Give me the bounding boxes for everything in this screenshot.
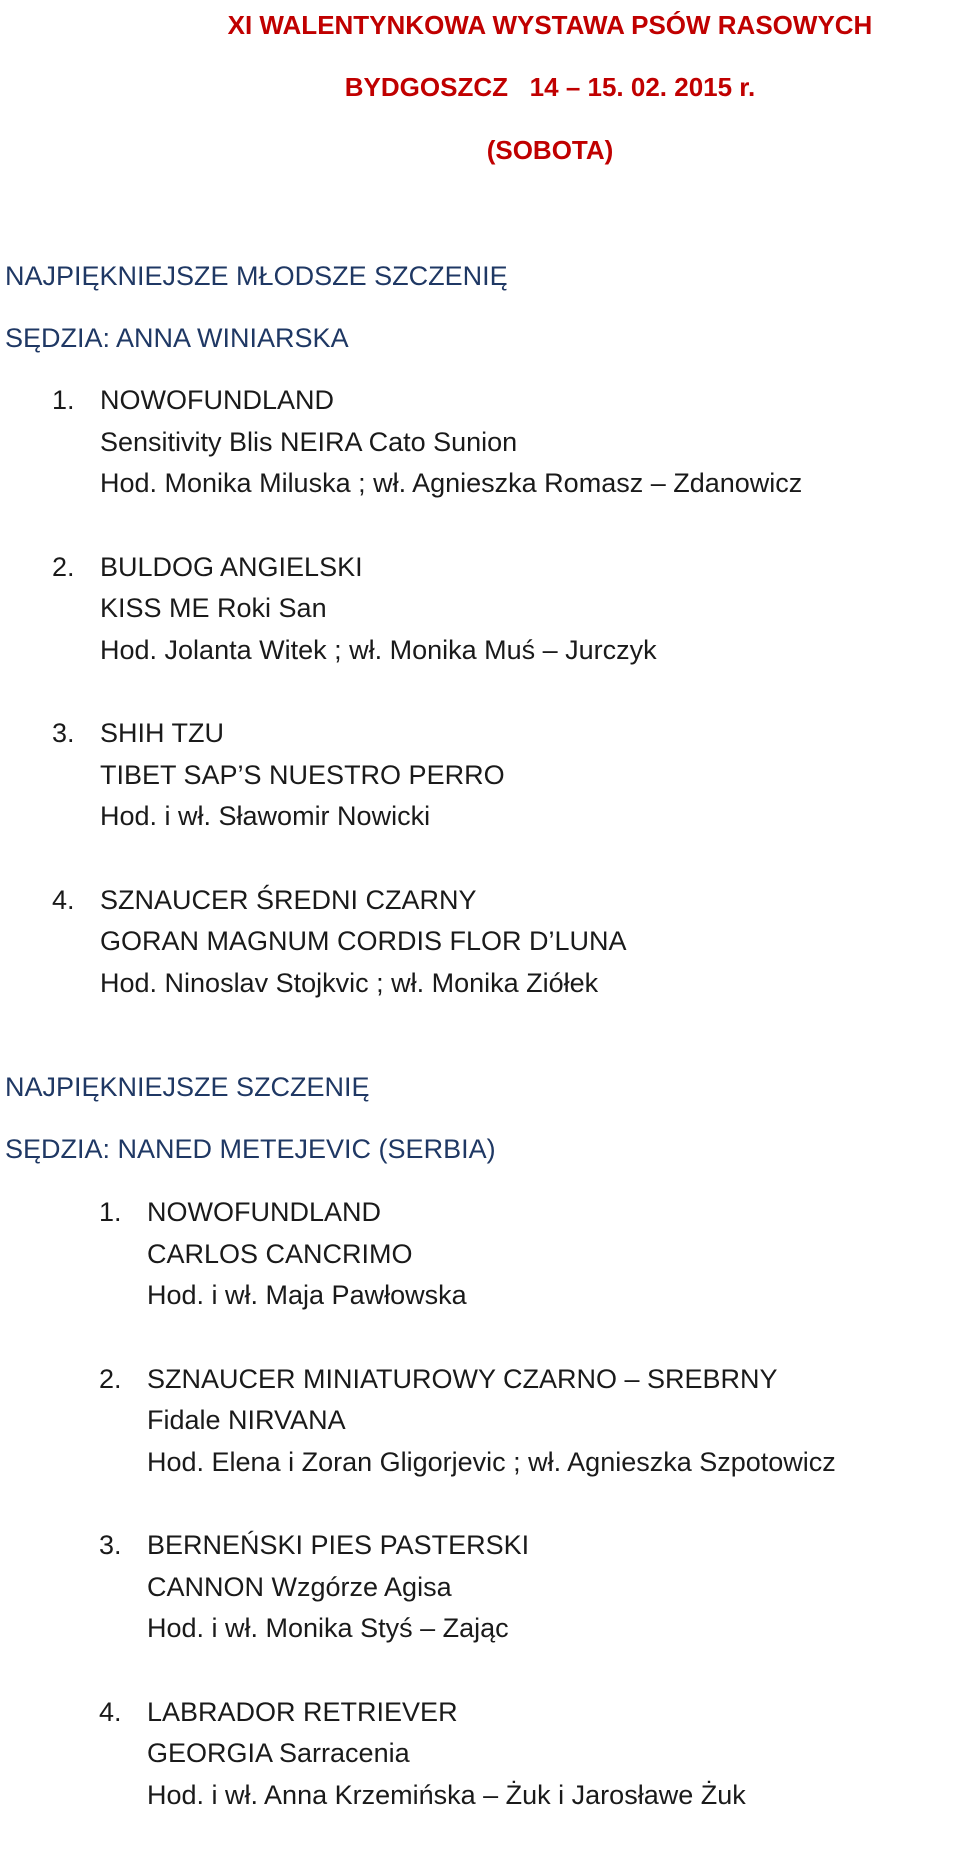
entry-owner: Hod. Ninoslav Stojkvic ; wł. Monika Ziółek — [100, 967, 599, 998]
section-heading: NAJPIĘKNIEJSZE SZCZENIĘ — [5, 1072, 370, 1102]
list-item — [52, 380, 950, 505]
results-list — [99, 1192, 957, 1858]
entry-number: 2. — [52, 551, 75, 582]
entry-owner: Hod. i wł. Maja Pawłowska — [147, 1280, 467, 1310]
entry-dog-name: KISS ME Roki San — [100, 593, 327, 623]
show-title: XI WALENTYNKOWA WYSTAWA PSÓW RASOWYCH — [227, 10, 873, 40]
judge-line: SĘDZIA: ANNA WINIARSKA — [5, 323, 349, 353]
entry-dog-name: CARLOS CANCRIMO — [147, 1238, 413, 1269]
entry-owner: Hod. Monika Miluska ; wł. Agnieszka Romasz – Zdanowicz — [100, 468, 803, 498]
entry-breed: BERNEŃSKI PIES PASTERSKI — [147, 1530, 530, 1560]
entry-breed: SHIH TZU — [100, 718, 225, 748]
entry-number: 3. — [99, 1530, 122, 1560]
judge-line: SĘDZIA: NANED METEJEVIC (SERBIA) — [5, 1134, 496, 1164]
entry-breed: SZNAUCER MINIATUROWY CZARNO – SREBRNY — [147, 1363, 778, 1394]
list-item — [99, 1192, 957, 1317]
list-item — [52, 547, 950, 672]
entry-dog-name: GEORGIA Sarracenia — [147, 1738, 410, 1768]
entry-breed: SZNAUCER ŚREDNI CZARNY — [100, 884, 477, 915]
entry-breed: NOWOFUNDLAND — [147, 1197, 381, 1227]
entry-owner: Hod. i wł. Anna Krzemińska – Żuk i Jarosławe Żuk — [147, 1779, 746, 1810]
section-heading: NAJPIĘKNIEJSZE MŁODSZE SZCZENIĘ — [5, 261, 508, 291]
entry-owner: Hod. Elena i Zoran Gligorjevic ; wł. Agnieszka Szpotowicz — [147, 1446, 836, 1477]
entry-dog-name: GORAN MAGNUM CORDIS FLOR D’LUNA — [100, 926, 627, 956]
list-item — [99, 1525, 957, 1650]
entry-owner: Hod. i wł. Sławomir Nowicki — [100, 801, 431, 831]
entry-number: 4. — [52, 884, 75, 915]
show-date: BYDGOSZCZ 14 – 15. 02. 2015 r. — [344, 72, 756, 102]
entry-number: 1. — [99, 1197, 122, 1227]
entry-number: 1. — [52, 385, 75, 415]
entry-dog-name: Fidale NIRVANA — [147, 1405, 346, 1435]
entry-breed: NOWOFUNDLAND — [100, 385, 334, 415]
entry-dog-name: Sensitivity Blis NEIRA Cato Sunion — [100, 426, 518, 457]
entry-owner: Hod. i wł. Monika Styś – Zając — [147, 1613, 509, 1643]
list-item — [52, 880, 950, 1005]
entry-breed: LABRADOR RETRIEVER — [147, 1696, 458, 1727]
entry-number: 3. — [52, 718, 75, 748]
list-item — [52, 713, 950, 838]
list-item — [99, 1692, 957, 1817]
entry-dog-name: CANNON Wzgórze Agisa — [147, 1571, 452, 1602]
entry-breed: BULDOG ANGIELSKI — [100, 551, 363, 582]
results-list — [52, 380, 950, 1046]
list-item — [99, 1359, 957, 1484]
entry-owner: Hod. Jolanta Witek ; wł. Monika Muś – Jurczyk — [100, 634, 657, 665]
entry-number: 2. — [99, 1363, 122, 1394]
entry-number: 4. — [99, 1696, 122, 1727]
show-day: (SOBOTA) — [486, 135, 614, 165]
entry-dog-name: TIBET SAP’S NUESTRO PERRO — [100, 759, 505, 790]
